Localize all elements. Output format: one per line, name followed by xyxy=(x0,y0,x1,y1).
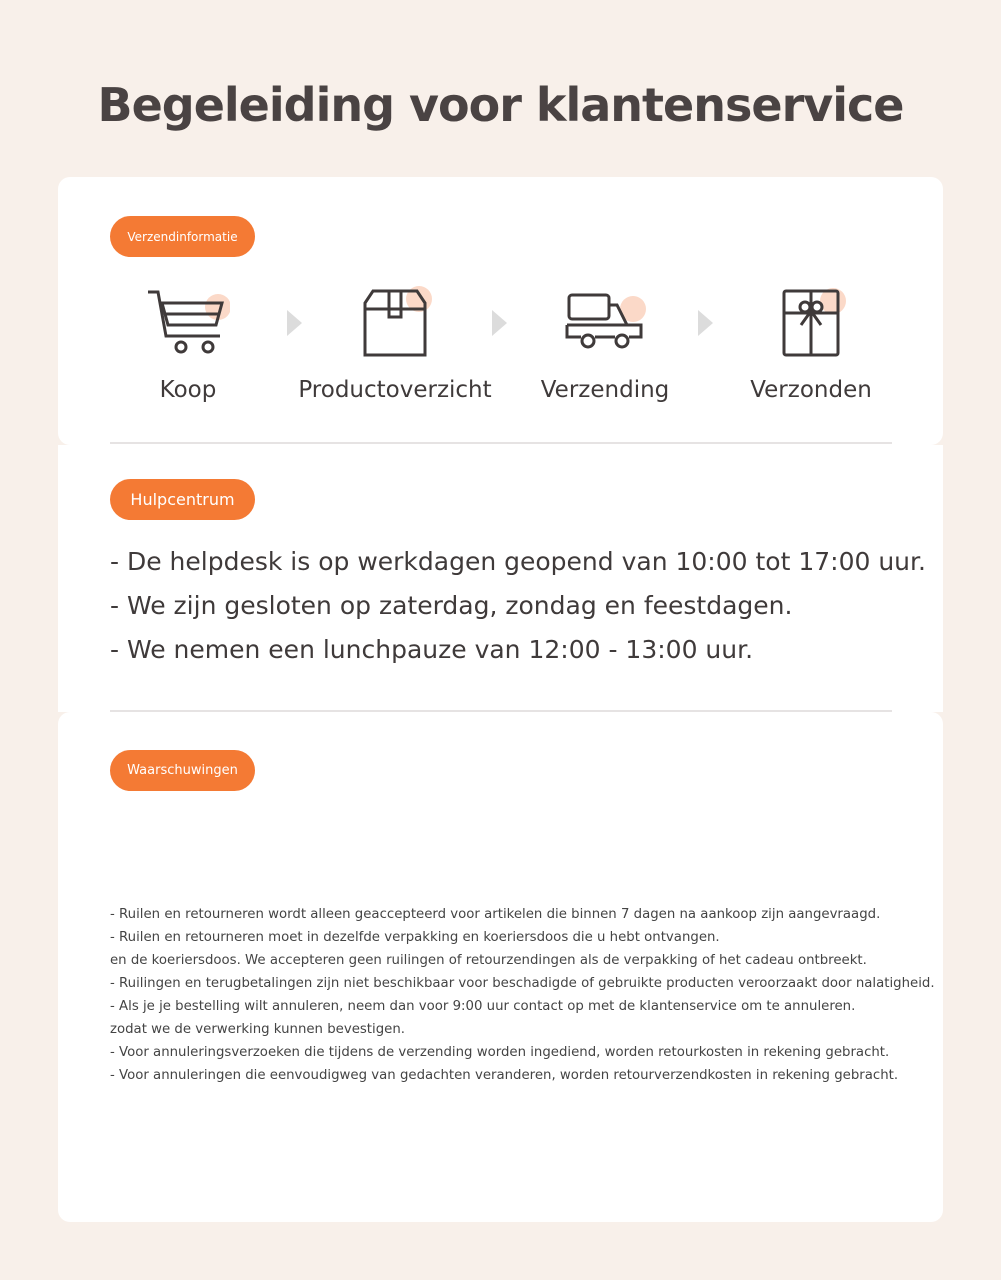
warning-line: en de koeriersdoos. We accepteren geen ruilingen of retourzendingen als de verpakking of het cadeau ontbreekt. xyxy=(110,953,867,968)
help-center-badge: Hulpcentrum xyxy=(110,479,255,520)
divider xyxy=(110,710,892,712)
step-label: Productoverzicht xyxy=(298,377,492,403)
step-verzonden xyxy=(711,285,911,403)
step-label: Verzonden xyxy=(750,377,872,403)
warning-line: - Als je je bestelling wilt annuleren, neem dan voor 9:00 uur contact op met de klantenservice om te annuleren. xyxy=(110,999,856,1014)
warnings-list xyxy=(110,903,935,1087)
step-label: Verzending xyxy=(540,377,670,403)
page-title: Begeleiding voor klantenservice xyxy=(97,78,904,132)
divider xyxy=(110,442,892,444)
step-label: Koop xyxy=(159,377,217,403)
step-productoverzicht xyxy=(295,285,495,403)
shipping-info-badge: Verzendinformatie xyxy=(110,216,255,257)
box-icon xyxy=(353,285,437,359)
help-line: - We zijn gesloten op zaterdag, zondag en feestdagen. xyxy=(110,591,793,620)
help-line: - De helpdesk is op werkdagen geopend van 10:00 tot 17:00 uur. xyxy=(110,547,926,576)
warning-line: - Ruilen en retourneren moet in dezelfde verpakking en koeriersdoos die u hebt ontvangen. xyxy=(110,930,720,945)
warning-line: - Voor annuleringsverzoeken die tijdens de verzending worden ingediend, worden retourkosten in rekening gebracht. xyxy=(110,1045,890,1060)
warning-line: zodat we de verwerking kunnen bevestigen. xyxy=(110,1022,405,1037)
gift-icon xyxy=(769,285,853,359)
step-koop xyxy=(88,285,288,403)
warning-line: - Voor annuleringen die eenvoudigweg van gedachten veranderen, worden retourverzendkosten in rekening gebracht. xyxy=(110,1068,899,1083)
warning-line: - Ruilen en retourneren wordt alleen geaccepteerd voor artikelen die binnen 7 dagen na aankoop zijn aangevraagd. xyxy=(110,907,881,922)
warning-line: - Ruilingen en terugbetalingen zijn niet beschikbaar voor beschadigde of gebruikte producten veroorzaakt door nalatigheid. xyxy=(110,976,935,991)
help-line: - We nemen een lunchpauze van 12:00 - 13:00 uur. xyxy=(110,635,754,664)
step-verzending xyxy=(505,285,705,403)
cart-icon xyxy=(146,285,230,359)
warnings-badge: Waarschuwingen xyxy=(110,750,255,791)
truck-icon xyxy=(563,285,647,359)
